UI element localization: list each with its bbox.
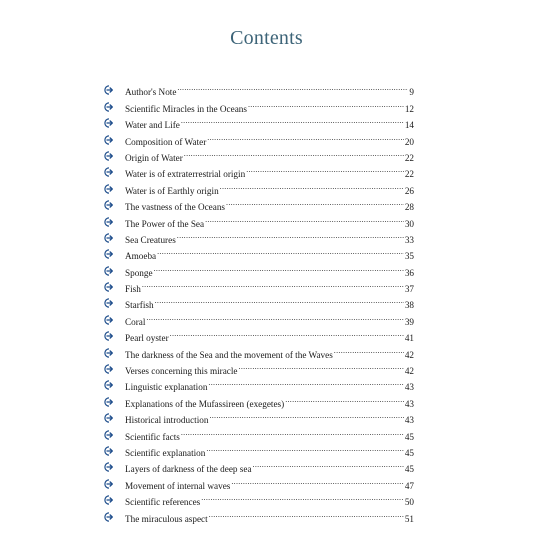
toc-entry-page-number: 9	[409, 87, 414, 98]
circled-arrow-right-icon	[104, 443, 120, 459]
toc-entry-page-number: 33	[404, 234, 414, 245]
toc-entry-page-number: 51	[404, 513, 414, 524]
toc-entry[interactable]	[104, 292, 414, 311]
toc-entry-page-number: 35	[404, 251, 414, 262]
dot-leader	[177, 227, 404, 243]
toc-entry-page-number: 28	[404, 202, 414, 213]
toc-entry-title: Composition of Water	[125, 136, 207, 147]
toc-entry-title: The darkness of the Sea and the movement of the Waves	[125, 349, 333, 360]
toc-entry-title: Water is of Earthly origin	[125, 185, 219, 196]
toc-entry-title: The Power of the Sea	[125, 218, 205, 229]
toc-entry-title: Layers of darkness of the deep sea	[125, 464, 252, 475]
toc-entry-title: The miraculous aspect	[125, 513, 208, 524]
toc-entry-page-number: 45	[404, 447, 414, 458]
toc-entry-title: Water and Life	[125, 120, 180, 131]
toc-entry-title: Linguistic explanation	[125, 382, 208, 393]
dot-leader	[177, 79, 408, 95]
circled-arrow-right-icon	[104, 410, 120, 426]
page-title: Contents	[230, 27, 303, 49]
circled-arrow-right-icon	[104, 164, 120, 180]
circled-arrow-right-icon	[104, 328, 120, 344]
dot-leader	[209, 407, 403, 423]
dot-leader	[201, 489, 404, 505]
circled-arrow-right-icon	[104, 476, 120, 492]
dot-leader	[231, 472, 403, 488]
toc-entry-page-number: 45	[404, 431, 414, 442]
circled-arrow-right-icon	[104, 344, 120, 360]
dot-leader	[157, 243, 404, 259]
toc-entry-page-number: 43	[404, 398, 414, 409]
toc-entry-title: Scientific references	[125, 497, 201, 508]
toc-entry-page-number: 26	[404, 185, 414, 196]
toc-entry-title: Water is of extraterrestrial origin	[125, 169, 246, 180]
table-of-contents	[104, 79, 414, 522]
toc-entry-page-number: 50	[404, 497, 414, 508]
circled-arrow-right-icon	[104, 394, 120, 410]
toc-entry-title: Verses concerning this miracle	[125, 366, 238, 377]
dot-leader	[155, 292, 404, 308]
dot-leader	[154, 259, 404, 275]
dot-leader	[246, 161, 404, 177]
circled-arrow-right-icon	[104, 115, 120, 131]
dot-leader	[248, 95, 404, 111]
toc-entry-title: The vastness of the Oceans	[125, 202, 226, 213]
toc-entry-page-number: 22	[404, 152, 414, 163]
dot-leader	[181, 423, 404, 439]
toc-entry-page-number: 41	[404, 333, 414, 344]
circled-arrow-right-icon	[104, 263, 120, 279]
circled-arrow-right-icon	[104, 197, 120, 213]
dot-leader	[146, 308, 403, 324]
toc-entry[interactable]	[104, 308, 414, 327]
toc-entry-title: Pearl oyster	[125, 333, 169, 344]
toc-entry-title: Scientific explanation	[125, 447, 206, 458]
dot-leader	[208, 374, 403, 390]
toc-entry-page-number: 37	[404, 284, 414, 295]
dot-leader	[226, 194, 404, 210]
toc-entry-page-number: 36	[404, 267, 414, 278]
circled-arrow-right-icon	[104, 148, 120, 164]
toc-entry-page-number: 30	[404, 218, 414, 229]
dot-leader	[184, 145, 404, 161]
dot-leader	[181, 112, 404, 128]
dot-leader	[285, 390, 404, 406]
dot-leader	[239, 358, 404, 374]
toc-entry-title: Starfish	[125, 300, 154, 311]
circled-arrow-right-icon	[104, 213, 120, 229]
toc-entry-title: Coral	[125, 316, 146, 327]
toc-entry-page-number: 38	[404, 300, 414, 311]
toc-entry-title: Fish	[125, 284, 141, 295]
circled-arrow-right-icon	[104, 131, 120, 147]
toc-entry-page-number: 14	[404, 120, 414, 131]
toc-entry-title: Movement of internal waves	[125, 480, 231, 491]
circled-arrow-right-icon	[104, 361, 120, 377]
toc-entry-page-number: 39	[404, 316, 414, 327]
toc-entry-page-number: 42	[404, 366, 414, 377]
toc-entry-page-number: 42	[404, 349, 414, 360]
circled-arrow-right-icon	[104, 230, 120, 246]
toc-entry-page-number: 20	[404, 136, 414, 147]
circled-arrow-right-icon	[104, 459, 120, 475]
toc-entry[interactable]	[104, 325, 414, 344]
dot-leader	[220, 177, 404, 193]
toc-entry-title: Scientific Miracles in the Oceans	[125, 103, 247, 114]
toc-entry-title: Sponge	[125, 267, 153, 278]
dot-leader	[209, 505, 404, 521]
dot-leader	[206, 440, 403, 456]
toc-entry-title: Author's Note	[125, 87, 177, 98]
toc-entry-page-number: 47	[404, 480, 414, 491]
circled-arrow-right-icon	[104, 295, 120, 311]
toc-entry-page-number: 22	[404, 169, 414, 180]
dot-leader	[142, 276, 404, 292]
circled-arrow-right-icon	[104, 246, 120, 262]
toc-entry[interactable]	[104, 276, 414, 295]
toc-entry-title: Amoeba	[125, 251, 157, 262]
toc-entry-title: Scientific facts	[125, 431, 180, 442]
circled-arrow-right-icon	[104, 426, 120, 442]
toc-entry-page-number: 43	[404, 382, 414, 393]
toc-entry-page-number: 45	[404, 464, 414, 475]
circled-arrow-right-icon	[104, 279, 120, 295]
circled-arrow-right-icon	[104, 181, 120, 197]
dot-leader	[334, 341, 404, 357]
toc-entry-page-number: 43	[404, 415, 414, 426]
toc-entry-page-number: 12	[404, 103, 414, 114]
circled-arrow-right-icon	[104, 312, 120, 328]
circled-arrow-right-icon	[104, 99, 120, 115]
toc-entry-title: Sea Creatures	[125, 234, 176, 245]
toc-entry-title: Historical introduction	[125, 415, 209, 426]
dot-leader	[205, 210, 404, 226]
circled-arrow-right-icon	[104, 377, 120, 393]
dot-leader	[207, 128, 404, 144]
circled-arrow-right-icon	[104, 508, 120, 524]
toc-entry-title: Explanations of the Mufassireen (exegetes)	[125, 398, 285, 409]
dot-leader	[170, 325, 404, 341]
circled-arrow-right-icon	[104, 82, 120, 98]
toc-entry[interactable]	[104, 79, 414, 98]
toc-entry-title: Origin of Water	[125, 152, 183, 163]
dot-leader	[253, 456, 404, 472]
circled-arrow-right-icon	[104, 492, 120, 508]
